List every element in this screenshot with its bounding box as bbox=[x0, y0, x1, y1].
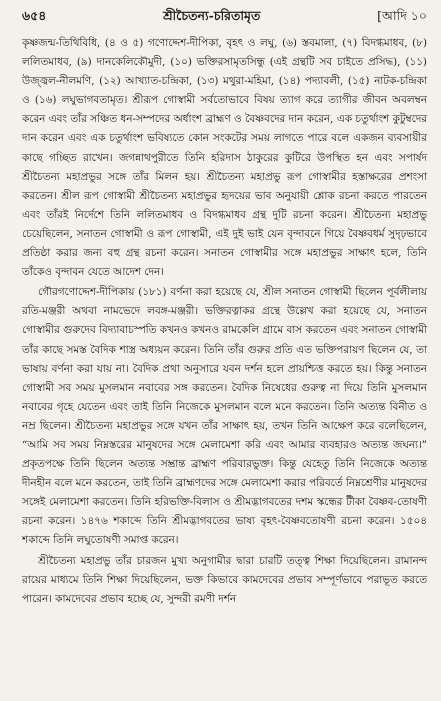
paragraph: শ্রীচৈতন্য মহাপ্রভু তাঁর চারজন মুখ্য অনুগামীর দ্বারা চারটি তত্ত্ব শিক্ষা দিয়েছিলেন। রামানন্দ রায়ের মাধ্যমে তিনি শিক্ষা দিয়েছিলেন, ভক্ত কিভাবে কামদেবের প্রভাব সম্পূর্ণভাবে পরাভূত করতে পারেন। কামদেবের প্রভাব হচ্ছে যে, সুন্দরী রমণী দর্শন bbox=[22, 554, 427, 605]
chapter-reference: [আদি ১০ bbox=[377, 8, 427, 23]
page-body bbox=[22, 34, 427, 609]
page-number: ৬৫৪ bbox=[22, 8, 47, 23]
paragraph: কৃষ্ণজন্ম-তিথিবিধি, (৪ ও ৫) গণোদ্দেশ-দীপিকা, বৃহৎ ও লঘু, (৬) স্তবমালা, (৭) বিদগ্ধমাধব, (৮) ললিতমাধব, (৯) দানকেলিকৌমুদী, (১০) ভক্তিরসামৃতসিন্ধু (এই গ্রন্থটি সব চাইতে প্রসিদ্ধ), (১১) উজ্জ্বল-নীলমণি, (১২) আখ্যাত-চন্দ্রিকা, (১৩) মথুরা-মহিমা, (১৪) পদ্যাবলী, (১৫) নাটক-চন্দ্রিকা ও (১৬) লঘুভাগবতামৃত। শ্রীরূপ গোস্বামী সর্বতোভাবে বিষয় ত্যাগ করে ত্যাগীর জীবন অবলম্বন করেন এবং তাঁর সঞ্চিত ধন-সম্পদের অর্ধাংশ ব্রাহ্মণ ও বৈষ্ণবদের দান করেন, এক চতুর্থাংশ কুটুম্বদের দান করেন এবং এক চতুর্থাংশ ভবিষ্যতে কোন সংকটের সময় লাগতে পারে বলে একজন ব্যবসায়ীর কাছে গচ্ছিত রাখেন। জগন্নাথপুরীতে তিনি হরিদাস ঠাকুরের কুটিরে উপস্থিত হন এবং সপার্ষদ শ্রীচৈতন্য মহাপ্রভুর সঙ্গে তাঁর মিলন হয়। শ্রীচৈতন্য মহাপ্রভু রূপ গোস্বামীর হস্তাক্ষরের প্রশংসা করতেন। শ্রীল রূপ গোস্বামী শ্রীচৈতন্য মহাপ্রভুর হৃদয়ের ভাব অনুযায়ী শ্লোক রচনা করতে পারতেন এবং তাঁরই নির্দেশে তিনি ললিতমাধব ও বিদগ্ধমাধব গ্রন্থ দুটি রচনা করেন। শ্রীচৈতন্য মহাপ্রভু চেয়েছিলেন, সনাতন গোস্বামী ও রূপ গোস্বামী, এই দুই ভাই যেন বৃন্দাবনে গিয়ে বৈষ্ণবধর্ম সুদৃঢ়ভাবে প্রতিষ্ঠা করার জন্য বহু গ্রন্থ রচনা করেন। সনাতন গোস্বামীর সঙ্গে মহাপ্রভুর সাক্ষাৎ হলে, তিনি তাঁকেও বৃন্দাবন যেতে আদেশ দেন। bbox=[22, 37, 427, 279]
running-title: শ্রীচৈতন্য-চরিতামৃত bbox=[163, 8, 261, 23]
paragraph: গৌরগণোদ্দেশ-দীপিকায় (১৮১) বর্ণনা করা হয়েছে যে, শ্রীল সনাতন গোস্বামী ছিলেন পূর্বলীলায় রতি-মঞ্জরী অথবা নামভেদে লবঙ্গ-মঞ্জরী। ভক্তিরত্নাকর গ্রন্থে উল্লেখ করা হয়েছে যে, সনাতন গোস্বামীর গুরুদেব বিদ্যাবাচস্পতি কখনও কখনও রামকেলি গ্রামে বাস করতেন এবং সনাতন গোস্বামী তাঁর কাছে সমস্ত বৈদিক শাস্ত্র অধ্যয়ন করেন। তিনি তাঁর গুরুর প্রতি এত ভক্তিপরায়ণ ছিলেন যে, তা ভাষায় বর্ণনা করা যায় না। বৈদিক প্রথা অনুসারে যবন দর্শন হলে প্রায়শ্চিত্ত করতে হয়। কিন্তু সনাতন গোস্বামী সব সময় মুসলমান নবাবের সঙ্গ করতেন। বৈদিক নিষেধের গুরুত্ব না দিয়ে তিনি মুসলমান নবাবের গৃহে যেতেন এবং তাই তিনি নিজেকে মুসলমান বলে মনে করতেন। তিনি অত্যন্ত বিনীত ও নম্র ছিলেন। শ্রীচৈতন্য মহাপ্রভুর সঙ্গে যখন তাঁর সাক্ষাৎ হয়, তখন তিনি আক্ষেপ করে বলেছিলেন, “আমি সব সময় নিম্নস্তরের মানুষদের সঙ্গে মেলামেশা করি এবং আমার ব্যবহারও অত্যন্ত জঘন্য।” প্রকৃতপক্ষে তিনি ছিলেন অত্যন্ত সম্ভ্রান্ত ব্রাহ্মণ পরিবারভুক্ত। কিন্তু যেহেতু তিনি নিজেকে অত্যন্ত দীনহীন বলে মনে করতেন, তাই তিনি ব্রাহ্মণদের সঙ্গে মেলামেশা করার পরিবর্তে নিম্নশ্রেণীর মানুষদের সঙ্গেই মেলামেশা করতেন। তিনি হরিভক্তি-বিলাস ও শ্রীমদ্ভাগবতের দশম স্কন্ধের টীকা বৈষ্ণব-তোষণী রচনা করেন। ১৪৭৬ শকাব্দে তিনি শ্রীমদ্ভাগবতের ভাষ্য বৃহৎ-বৈষ্ণবতোষণী রচনা করেন। ১৫০৪ শকাব্দে তিনি লঘুতোষণী সমাপ্ত করেন। bbox=[22, 286, 427, 547]
page-header bbox=[22, 8, 427, 28]
